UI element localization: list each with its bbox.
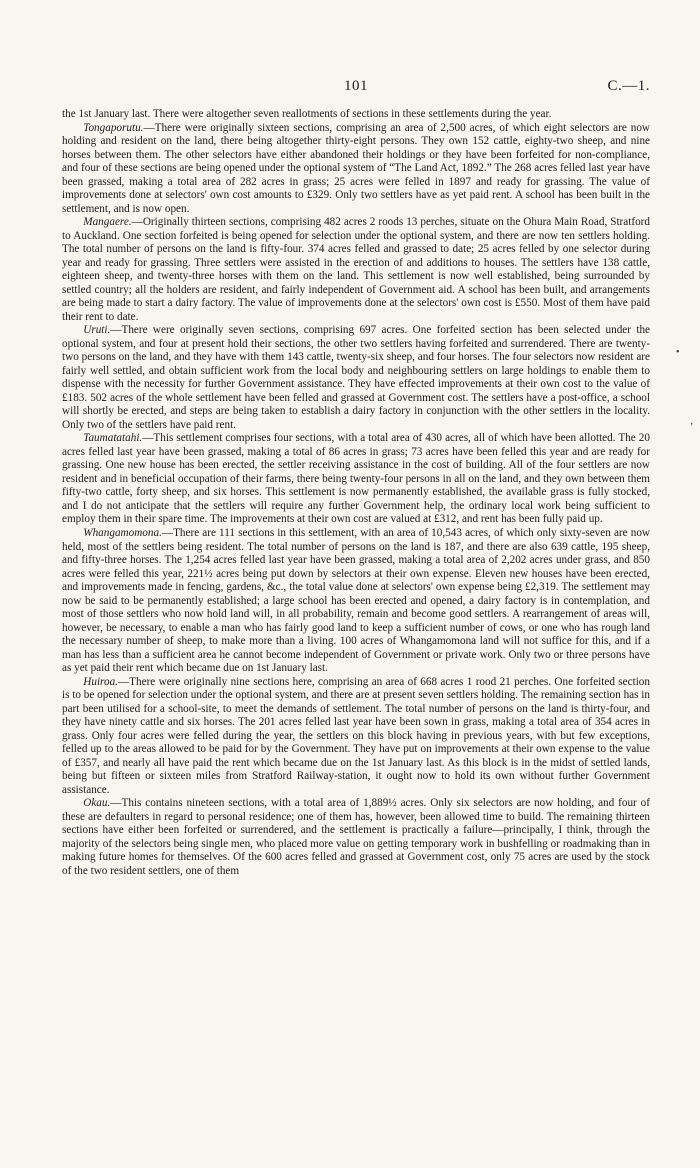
paragraph-okau	[62, 797, 650, 878]
page-number: 101	[344, 78, 368, 94]
paragraph-text: —This settlement comprises four sections, with a total area of 430 acres, all of which have been allotted. The 20 acres felled last year have been grassed, making a total of 86 acres in grass; 73 acres have been felled this year and are ready for grassing. One new house has been erected, the settler receiving assistance in the cost of building. All of the four settlers are now resident and in beneficial occupation of their farms, there being twenty-four persons in all on the land, and they own between them fifty-two cattle, forty sheep, and six horses. This settlement is now permanently established, the available grass is fully stocked, and I do not anticipate that the settlers will require any further Government help, the ordinary local work being sufficient to employ them in their spare time. The improvements at their own cost are valued at £312, and rent has been fully paid up.	[62, 432, 650, 526]
paragraph-whangamomona	[62, 527, 650, 676]
paragraph-text: the 1st January last. There were altogether seven reallotments of sections in these settlements during the year.	[62, 108, 552, 120]
place-heading: Whangamomona.	[83, 526, 162, 539]
margin-tick-mark: ’	[690, 422, 694, 433]
paragraph-huiroa	[62, 676, 650, 798]
place-heading: Huiroa.	[83, 675, 118, 688]
paragraph-text: —This contains nineteen sections, with a total area of 1,889½ acres. Only six selectors are now holding, and four of these are defaulters in regard to personal residence; one of them has, however, been allowed time to build. The remaining thirteen sections have either been forfeited or surrendered, and the settlement is practically a failure—principally, I think, through the majority of the selectors being single men, who placed more value on getting temporary work in bushfelling or roadmaking than in making future homes for themselves. Of the 600 acres felled and grassed at Government cost, only 75 acres are used by the stock of the two resident settlers, one of them	[62, 797, 650, 877]
place-heading: Uruti.	[83, 324, 111, 337]
margin-dot-mark: •	[676, 347, 680, 358]
place-heading: Taumatatahi.	[83, 432, 143, 445]
paragraph-intro	[62, 108, 650, 122]
paragraph-text: —Originally thirteen sections, comprising 482 acres 2 roods 13 perches, situate on the Ohura Main Road, Stratford to Auckland. One section forfeited is being opened for selection under the optional system, and there are now ten settlers holding. The total number of persons on the land is fifty-four. 374 acres felled and grassed to date; 25 acres felled by one selector during year and ready for grassing. Three settlers were assisted in the erection of and additions to houses. The settlers have 138 cattle, eighteen sheep, and twenty-three horses with them on the land. This settlement is now well established, being surrounded by settled country; all the holders are resident, and fairly independent of Government aid. A school has been built, and arrangements are being made to start a dairy factory. The value of improvements done at the selectors' own cost is £550. Most of them have paid their rent to date.	[62, 216, 650, 323]
place-heading: Okau.	[83, 797, 111, 810]
paragraph-text: —There are 111 sections in this settlement, with an area of 10,543 acres, of which only sixty-seven are now held, most of the settlers being resident. The total number of persons on the land is 187, and there are also 639 cattle, 195 sheep, and fifty-three horses. The 1,254 acres felled last year have been grassed, making a total area of 2,202 acres under grass, and 850 acres were felled this year, 221½ acres being put down by selectors at their own expense. Eleven new houses have been erected, and improvements made in fencing, gardens, &c., the total value done at selectors' own expense being £2,319. The settlement may now be said to be permanently established; a large school has been erected and opened, a dairy factory is in contemplation, and most of those settlers who now hold land will, in all probability, remain and become good settlers. A rearrangement of areas will, however, be necessary, to enable a man who has fairly good land to keep a sufficient number of cows, or one who has rough land the necessary number of sheep, to make more than a living. 100 acres of Whangamomona land will not suffice for this, and if a man has less than a sufficient area he cannot become independent of Government or private work. Only two or three persons have as yet paid their rent which became due on 1st January last.	[62, 526, 650, 675]
paragraph-text: —There were originally sixteen sections, comprising an area of 2,500 acres, of which eight selectors are now holding and resident on the land, there being altogether thirty-eight persons. They own 152 cattle, eighty-two sheep, and nine horses between them. The other selectors have either abandoned their holdings or they have been forfeited for non-compliance, and four of these sections are being opened under the optional system of “The Land Act, 1892.” The 268 acres felled last year have been grassed, making a total area of 282 acres in grass; 25 acres were felled in 1897 and ready for grassing. The value of improvements done at selectors' own cost amounts to £329. Only two settlers have as yet paid rent. A school has been built in the settlement, and is now open.	[62, 121, 650, 215]
paragraph-text: —There were originally nine sections here, comprising an area of 668 acres 1 rood 21 perches. One forfeited section is to be opened for selection under the optional system, and there are at present seven settlers holding. The remaining section has in part been utilised for a school-site, to meet the demands of settlement. The total number of persons on the land is thirty-four, and they have ninety cattle and six horses. The 201 acres felled last year have been sown in grass, making a total area of 354 acres in grass. Only four acres were felled during the year, the settlers on this block having in previous years, with but few exceptions, felled up to the areas allowed to be paid for by the Government. They have put on improvements at their own expense to the value of £357, and nearly all have paid the rent which became due on the 1st January last. As this block is in the midst of settled lands, being but fifteen or sixteen miles from Stratford Railway-station, it ought now to hold its own without further Government assistance.	[62, 675, 650, 796]
paragraph-mangaere	[62, 216, 650, 324]
paragraph-tongaporutu	[62, 122, 650, 217]
paragraph-uruti	[62, 324, 650, 432]
document-reference: C.—1.	[607, 78, 650, 94]
report-body	[62, 108, 650, 878]
place-heading: Tongaporutu.	[83, 121, 144, 134]
page-header	[62, 78, 650, 98]
paragraph-taumatatahi	[62, 432, 650, 527]
paragraph-text: —There were originally seven sections, comprising 697 acres. One forfeited section has been selected under the optional system, and four at present hold their sections, the other two settlers having forfeited and surrendered. There are twenty-two persons on the land, and they have with them 143 cattle, twenty-six sheep, and four horses. The four selectors now resident are fairly well settled, and obtain sufficient work from the local body and neighbouring settlers on large holdings to enable them to dispense with the necessity for further Government assistance. They have effected improvements at their own cost to the value of £183. 502 acres of the whole settlement have been felled and grassed at Government cost. The settlers have a post-office, a school will shortly be erected, and steps are being taken to establish a dairy factory in conjunction with the other settlers in the locality. Only two of the settlers have paid rent.	[62, 324, 650, 431]
place-heading: Mangaere.	[83, 216, 132, 229]
